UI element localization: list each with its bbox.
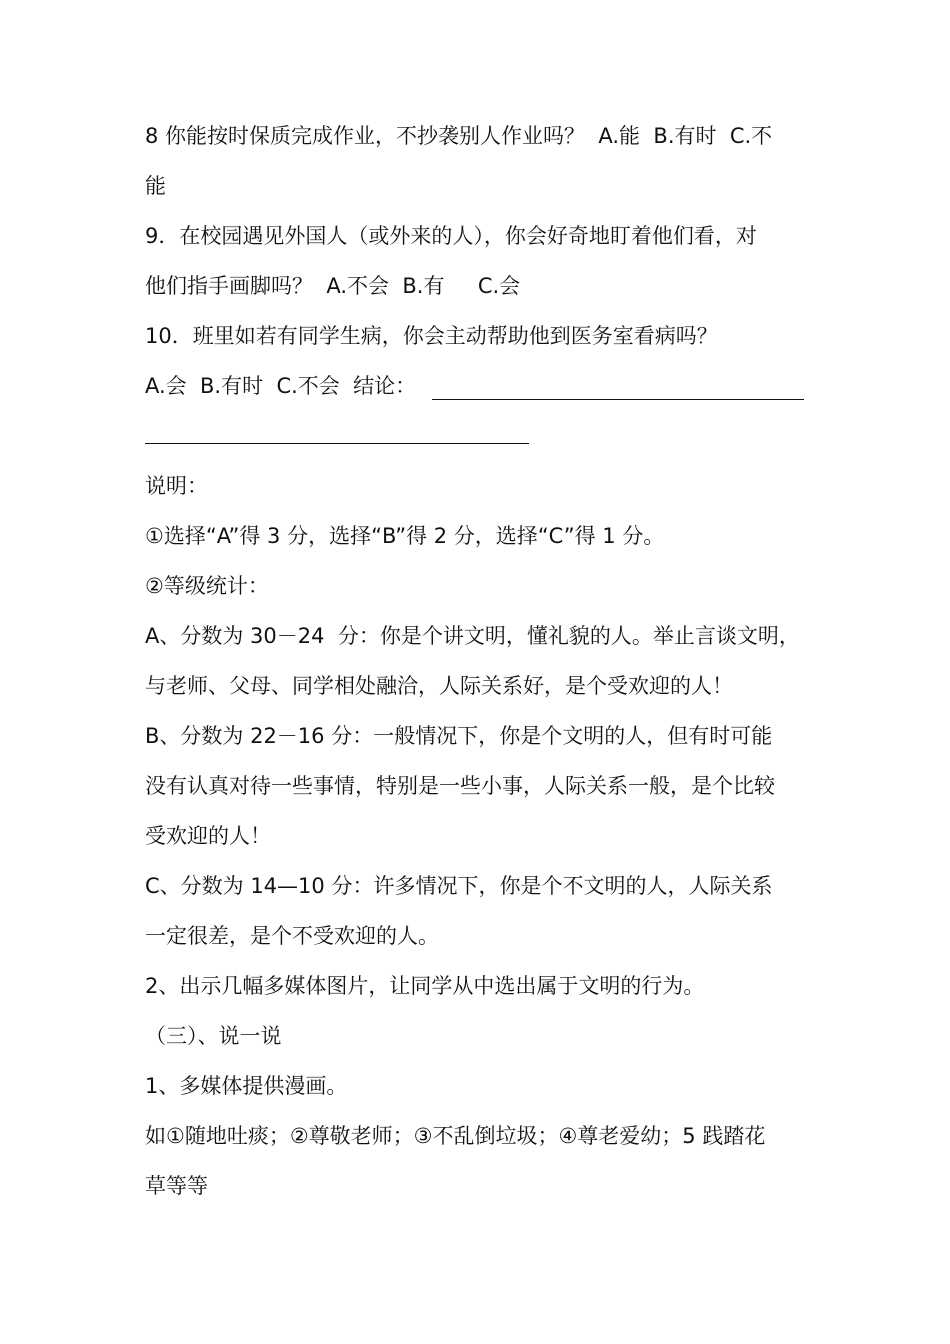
q9-text: 9．在校园遇见外国人（或外来的人），你会好奇地盯着他们看，对 xyxy=(145,224,757,248)
conclusion-blank-1 xyxy=(432,399,804,400)
examples: 如①随地吐痰；②尊敬老师；③不乱倒垃圾；④尊老爱幼；5 践踏花 xyxy=(145,1124,766,1148)
grade-c: C、分数为 14—10 分：许多情况下，你是个不文明的人，人际关系 xyxy=(145,874,773,898)
item-1: 1、多媒体提供漫画。 xyxy=(145,1074,348,1098)
grade-a: A、分数为 30－24 分：你是个讲文明，懂礼貌的人。举止言谈文明， xyxy=(145,624,800,648)
q8-text-cont: 能 xyxy=(145,174,166,198)
grade-c-cont: 一定很差，是个不受欢迎的人。 xyxy=(145,924,439,948)
q10-text: 10．班里如若有同学生病，你会主动帮助他到医务室看病吗？ xyxy=(145,324,718,348)
note-heading: 说明： xyxy=(145,474,208,498)
grade-b-cont: 没有认真对待一些事情，特别是一些小事，人际关系一般，是个比较 xyxy=(145,774,775,798)
q10-options-conclusion: A.会 B.有时 C.不会 结论： xyxy=(145,374,417,398)
grade-b-cont2: 受欢迎的人！ xyxy=(145,824,271,848)
grade-heading: ②等级统计： xyxy=(145,574,269,598)
grade-b: B、分数为 22－16 分：一般情况下，你是个文明的人，但有时可能 xyxy=(145,724,773,748)
section-3-heading: （三）、说一说 xyxy=(145,1024,282,1048)
conclusion-blank-2 xyxy=(145,443,529,444)
q9-text-cont: 他们指手画脚吗？ A.不会 B.有 C.会 xyxy=(145,274,521,298)
grade-a-cont: 与老师、父母、同学相处融洽，人际关系好，是个受欢迎的人！ xyxy=(145,674,733,698)
examples-cont: 草等等 xyxy=(145,1174,208,1198)
activity-2: 2、出示几幅多媒体图片，让同学从中选出属于文明的行为。 xyxy=(145,974,705,998)
scoring-rule: ①选择“A”得 3 分，选择“B”得 2 分，选择“C”得 1 分。 xyxy=(145,524,665,548)
q8-text: 8 你能按时保质完成作业，不抄袭别人作业吗？ A.能 B.有时 C.不 xyxy=(145,124,773,148)
